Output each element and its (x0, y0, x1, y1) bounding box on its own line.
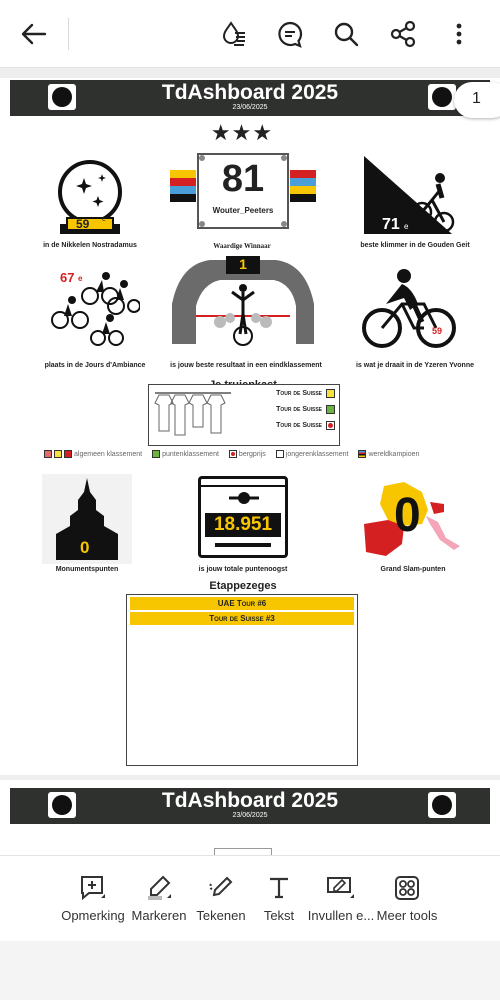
window-titlebar (201, 479, 285, 487)
nikkelen-rank: 59 (76, 217, 90, 231)
monument-card (42, 474, 132, 564)
trui-row (276, 405, 335, 414)
jersey-legend (44, 450, 419, 458)
bottom-toolbar (0, 855, 500, 941)
monument-points: 0 (80, 538, 90, 557)
page-banner (10, 80, 490, 116)
truienkast-box (148, 384, 340, 446)
share-button[interactable] (387, 18, 419, 50)
more-button[interactable] (443, 18, 475, 50)
trui-label: Tour de Suisse (276, 390, 322, 397)
winner-caption: Waardige Winnaar (213, 242, 271, 250)
yzeren-value: 59 (432, 326, 443, 336)
jours-rank-suffix: e (78, 274, 83, 283)
total-points: 18.951 (205, 513, 281, 537)
comments-icon (276, 20, 304, 48)
tool-meer[interactable] (370, 874, 444, 923)
trui-row (276, 389, 335, 398)
window-line (215, 543, 271, 547)
tool-label: Meer tools (376, 908, 438, 923)
cycling-logo-icon (428, 84, 456, 110)
dashboard-title: TdAshboard 2025 (161, 789, 339, 812)
tool-label: Markeren (131, 908, 187, 923)
tool-opmerking[interactable] (56, 874, 130, 923)
total-caption: is jouw totale puntenoogst (198, 566, 288, 573)
comments-button[interactable] (274, 18, 306, 50)
dashboard-title: TdAshboard 2025 (161, 81, 339, 104)
yellow-jersey-swatch (326, 389, 335, 398)
tool-invullen[interactable] (304, 874, 378, 923)
toolbar-separator (68, 18, 69, 50)
jours-caption: plaats in de Jours d'Ambiance (44, 362, 146, 369)
winner-card (170, 152, 316, 232)
etappe-win: UAE Tour #6 (130, 597, 354, 610)
nikkelen-rank-suffix: e (102, 216, 106, 223)
female-cyclist-card (360, 266, 460, 350)
trui-label: Tour de Suisse (276, 422, 322, 429)
fill-sign-icon (326, 874, 356, 902)
yzeren-caption: is wat je draait in de Yzeren Yvonne (355, 362, 474, 369)
comment-add-icon (79, 874, 107, 902)
crystal-ball-icon (50, 158, 130, 238)
tool-label: Opmerking (61, 908, 125, 923)
page-banner (10, 788, 490, 824)
jours-rank: 67 (60, 270, 75, 285)
text-icon (265, 874, 293, 902)
legend-algemeen (44, 450, 142, 458)
wardrobe-icon (153, 389, 233, 437)
highlighter-icon (145, 874, 173, 902)
tool-label: Tekenen (196, 908, 246, 923)
pdf-page-2 (0, 780, 500, 855)
share-icon (389, 20, 417, 48)
climber-rank: 71 (382, 216, 400, 233)
total-points-card (198, 476, 288, 558)
crystal-ball-card (50, 158, 130, 238)
slider-icon (227, 489, 261, 507)
legend-berg-label: bergprijs (238, 450, 266, 458)
climber-rank-suffix: e (404, 222, 409, 231)
legend-wereld (358, 450, 419, 458)
search-icon (333, 21, 359, 47)
cycling-logo-icon (428, 792, 456, 818)
winner-score: 81 (221, 158, 265, 200)
eind-caption: is jouw beste resultaat in een eindklassement (170, 362, 322, 369)
etappe-win: Tour de Suisse #3 (130, 612, 354, 625)
reading-mode-icon (219, 19, 249, 49)
finish-arch-card (170, 256, 316, 348)
female-cyclist-icon (360, 266, 460, 350)
legend-jongeren (276, 450, 349, 458)
climber-caption: beste klimmer in de Gouden Geit (360, 242, 470, 249)
rating-stars: ★★★ (210, 120, 274, 145)
climber-card (362, 156, 456, 236)
legend-jongeren-label: jongerenklassement (285, 450, 349, 458)
mountain-climber-icon (362, 156, 456, 236)
page-number-badge[interactable]: 1 (454, 82, 500, 118)
search-button[interactable] (330, 18, 362, 50)
legend-berg (229, 450, 266, 458)
pdf-page-1 (0, 78, 500, 775)
legend-algemeen-label: algemeen klassement (74, 450, 143, 458)
document-viewer[interactable] (0, 68, 500, 855)
monument-caption: Monumentspunten (55, 566, 119, 573)
trui-label: Tour de Suisse (276, 406, 322, 413)
grand-slam-points: 0 (394, 489, 421, 542)
system-nav-area (0, 941, 500, 1000)
legend-punten-label: puntenklassement (162, 450, 219, 458)
grand-slam-card (360, 480, 466, 560)
tool-label: Tekst (263, 908, 295, 923)
top-toolbar (0, 0, 500, 68)
more-icon (455, 22, 463, 46)
best-result: 1 (239, 256, 247, 272)
grid-tools-icon (393, 874, 421, 902)
legend-wereld-label: wereldkampioen (368, 450, 420, 458)
green-jersey-swatch (326, 405, 335, 414)
trui-row (276, 421, 335, 430)
etappe-title: Etappezeges (209, 580, 277, 592)
peloton-card (50, 266, 140, 346)
draw-pen-icon (207, 874, 235, 902)
arrow-left-icon (21, 23, 47, 45)
etappe-box (126, 594, 358, 766)
dashboard-date: 23/06/2025 (232, 104, 268, 111)
nikkelen-caption: in de Nikkelen Nostradamus (43, 242, 137, 249)
reading-mode-button[interactable] (218, 18, 250, 50)
stars-fragment (214, 848, 272, 855)
tool-label: Invullen e... (307, 908, 375, 923)
dashboard-date: 23/06/2025 (232, 812, 268, 819)
slam-caption: Grand Slam-punten (380, 566, 446, 573)
winner-name: Wouter_Peeters (212, 206, 274, 215)
back-button[interactable] (18, 18, 50, 50)
legend-punten (152, 450, 219, 458)
polka-jersey-swatch (326, 421, 335, 430)
